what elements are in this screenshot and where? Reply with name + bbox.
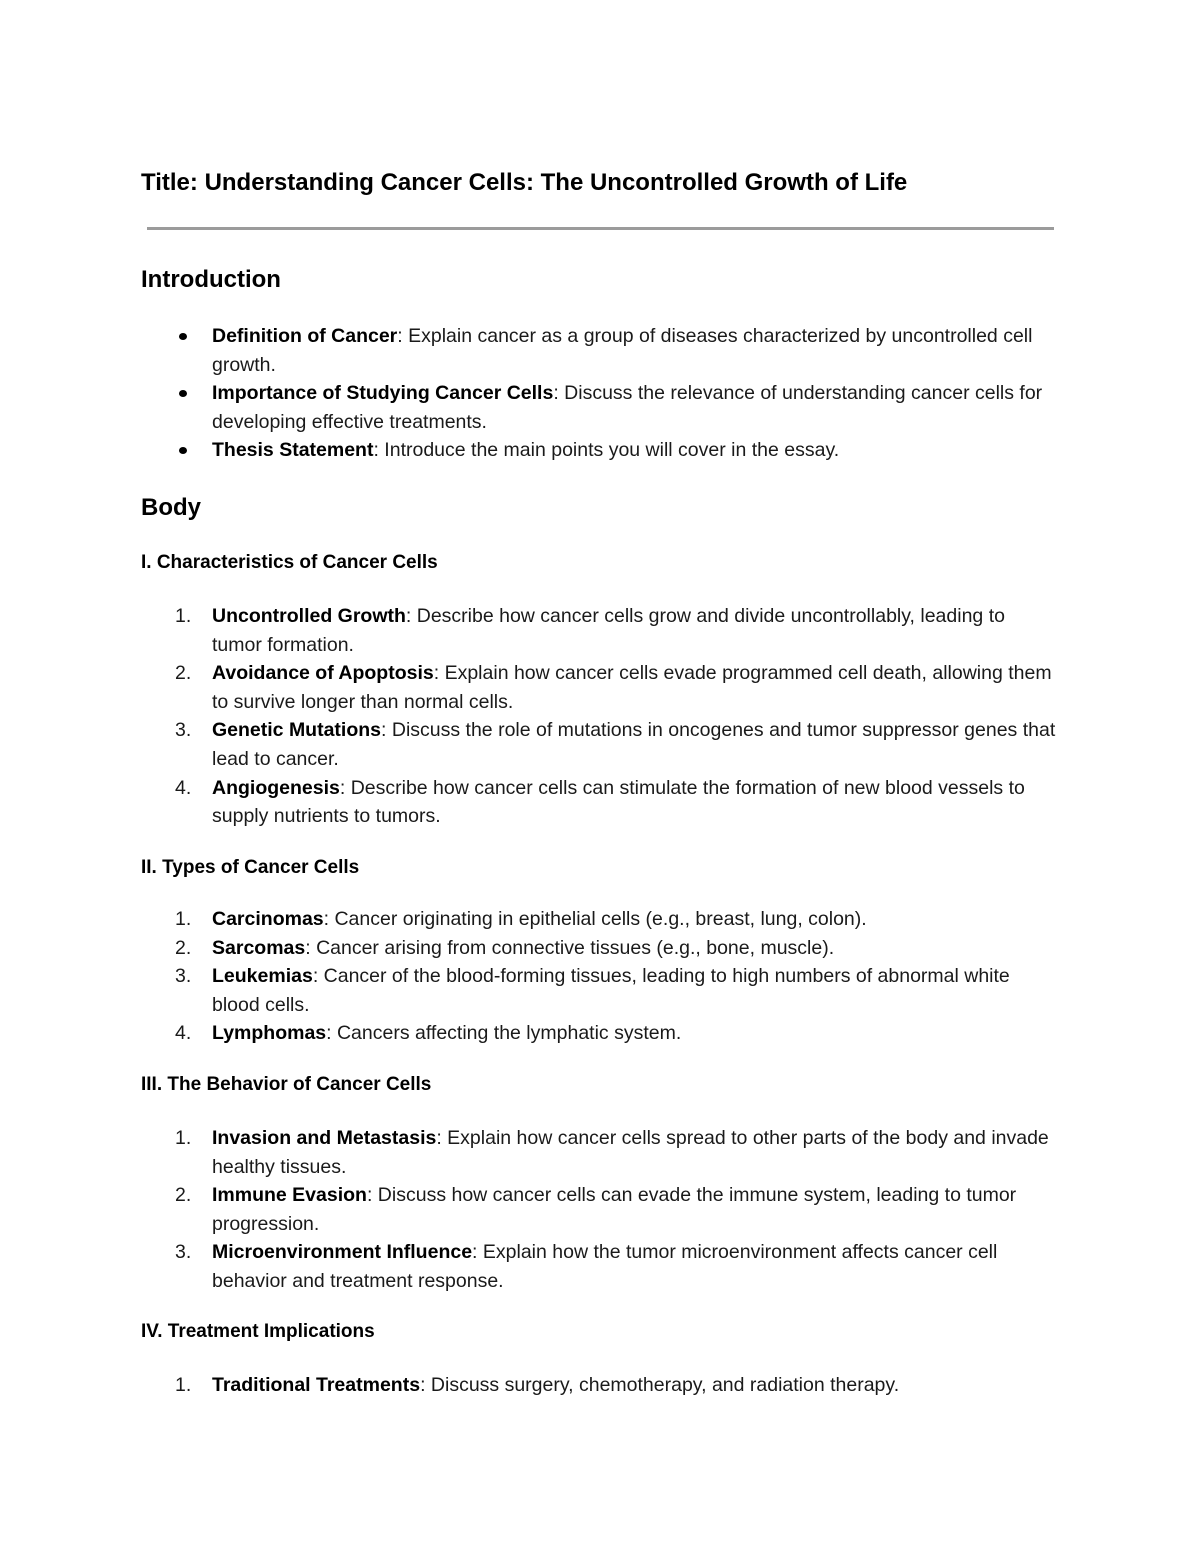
list-item xyxy=(141,1181,1056,1238)
item-number: 2. xyxy=(175,662,192,685)
item-term: Thesis Statement xyxy=(212,439,374,462)
item-term: Uncontrolled Growth xyxy=(212,605,406,627)
introduction-heading: Introduction xyxy=(141,266,281,293)
item-term: Lymphomas xyxy=(212,1022,327,1045)
list-item xyxy=(141,934,1056,963)
treatment-list xyxy=(141,1371,1056,1400)
section-heading-treatment: IV. Treatment Implications xyxy=(141,1321,375,1342)
item-text: : Describe how cancer cells grow and divide uncontrollably, leading to tumor formation. xyxy=(212,605,1005,656)
list-item xyxy=(141,1019,1056,1048)
list-item xyxy=(141,602,1056,659)
item-text: : Discuss surgery, chemotherapy, and radiation therapy. xyxy=(420,1374,900,1396)
list-item xyxy=(141,716,1056,773)
item-number: 1. xyxy=(175,605,192,627)
list-item xyxy=(141,1371,1056,1400)
section-heading-types: II. Types of Cancer Cells xyxy=(141,857,360,878)
horizontal-rule xyxy=(147,227,1054,230)
item-term: Importance of Studying Cancer Cells xyxy=(212,382,554,405)
body-heading: Body xyxy=(141,494,201,521)
item-number: 4. xyxy=(175,776,192,799)
item-number: 3. xyxy=(175,1241,192,1264)
item-number: 3. xyxy=(175,719,192,742)
item-text: : Explain how cancer cells spread to other parts of the body and invade healthy tissues. xyxy=(212,1127,1049,1178)
item-number: 2. xyxy=(175,936,192,959)
list-item xyxy=(141,659,1056,716)
item-number: 1. xyxy=(175,1127,192,1149)
section-heading-behavior: III. The Behavior of Cancer Cells xyxy=(141,1074,432,1095)
item-number: 4. xyxy=(175,1022,192,1045)
item-number: 2. xyxy=(175,1184,192,1207)
item-text: : Discuss the role of mutations in oncogenes and tumor suppressor genes that lead to cancer. xyxy=(212,719,1056,770)
item-term: Microenvironment Influence xyxy=(212,1241,473,1264)
behavior-list xyxy=(141,1124,1056,1296)
item-text: : Explain cancer as a group of diseases characterized by uncontrolled cell growth. xyxy=(212,325,1033,376)
item-text: : Describe how cancer cells can stimulate the formation of new blood vessels to supply nutrients to tumors. xyxy=(212,776,1025,828)
item-text: : Explain how cancer cells evade programmed cell death, allowing them to survive longer than normal cells. xyxy=(212,662,1052,713)
item-term: Immune Evasion xyxy=(212,1184,367,1207)
item-term: Invasion and Metastasis xyxy=(212,1127,437,1149)
item-term: Genetic Mutations xyxy=(212,719,382,742)
item-number: 3. xyxy=(175,965,192,988)
item-text: : Cancer arising from connective tissues (e.g., bone, muscle). xyxy=(305,936,835,959)
item-text: : Cancer of the blood-forming tissues, leading to high numbers of abnormal white blood cells. xyxy=(212,965,1010,1016)
list-item xyxy=(141,774,1056,831)
item-term: Traditional Treatments xyxy=(212,1374,421,1396)
list-item xyxy=(141,962,1056,1019)
item-text: : Cancer originating in epithelial cells (e.g., breast, lung, colon). xyxy=(323,908,867,930)
list-item xyxy=(141,436,1056,465)
types-list xyxy=(141,905,1056,1048)
bullet-icon xyxy=(179,333,187,340)
item-term: Leukemias xyxy=(212,965,313,988)
item-text: : Discuss how cancer cells can evade the immune system, leading to tumor progression. xyxy=(212,1184,1017,1235)
item-text: : Explain how the tumor microenvironment affects cancer cell behavior and treatment response. xyxy=(212,1241,998,1292)
item-term: Avoidance of Apoptosis xyxy=(212,662,434,685)
item-term: Carcinomas xyxy=(212,908,324,930)
item-number: 1. xyxy=(175,1374,192,1396)
section-heading-characteristics: I. Characteristics of Cancer Cells xyxy=(141,552,438,573)
bullet-icon xyxy=(179,447,187,454)
item-term: Definition of Cancer xyxy=(212,325,398,347)
list-item xyxy=(141,905,1056,934)
list-item xyxy=(141,322,1056,379)
bullet-icon xyxy=(179,390,187,397)
item-text: : Discuss the relevance of understanding cancer cells for developing effective treatments. xyxy=(212,382,1043,433)
list-item xyxy=(141,379,1056,436)
item-term: Sarcomas xyxy=(212,936,306,959)
document-title: Title: Understanding Cancer Cells: The Uncontrolled Growth of Life xyxy=(141,169,908,196)
item-term: Angiogenesis xyxy=(212,776,340,799)
item-text: : Cancers affecting the lymphatic system. xyxy=(326,1022,682,1045)
list-item xyxy=(141,1238,1056,1295)
item-text: : Introduce the main points you will cover in the essay. xyxy=(373,439,840,462)
introduction-list xyxy=(141,322,1056,465)
item-number: 1. xyxy=(175,908,192,930)
characteristics-list xyxy=(141,602,1056,831)
list-item xyxy=(141,1124,1056,1181)
